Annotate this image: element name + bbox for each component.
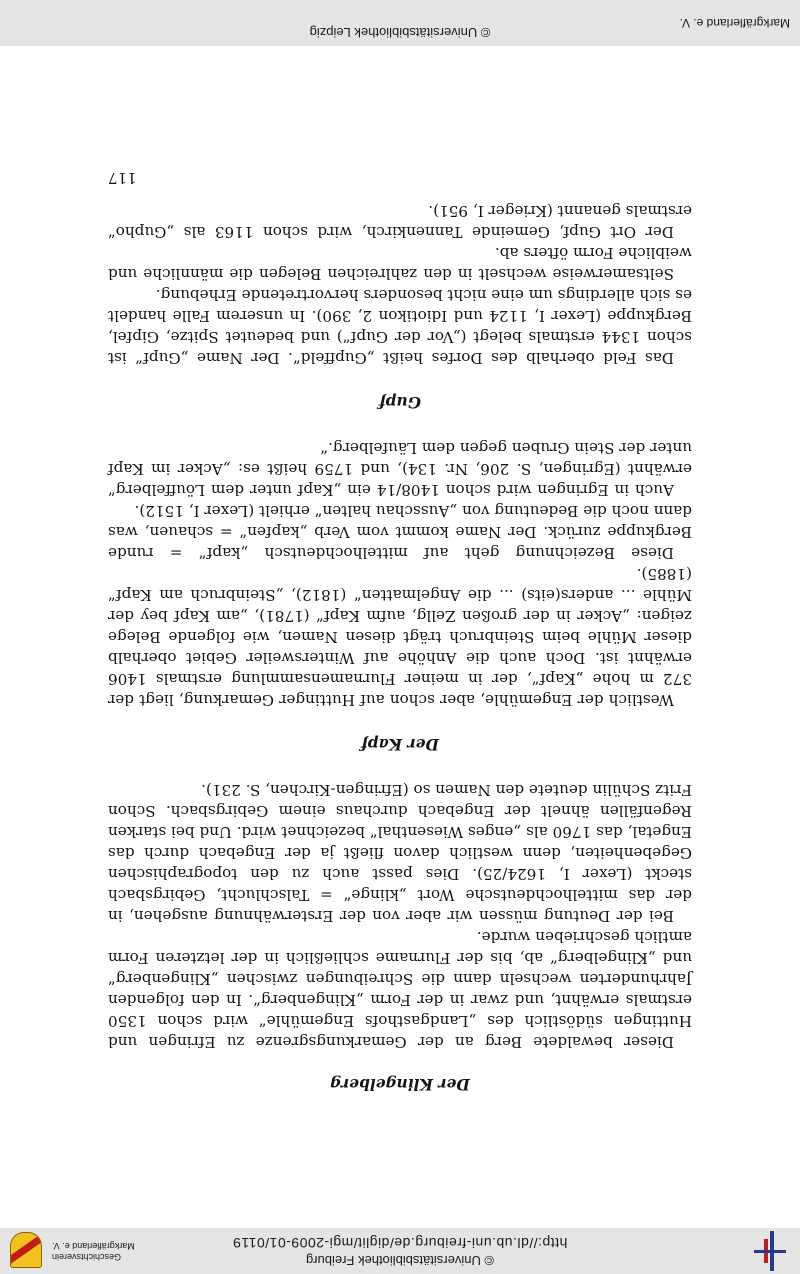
paragraph: Dieser bewaldete Berg an der Gemarkungsgrenze zu Efringen und Huttingen südöstlich des „Landgasthofs Engemühle“ wird schon 1350 erstmals erwähnt, und zwar in der Form „Klingenberg“. In den folgenden Jahrhunderten wechseln dann die Schreibungen zwischen „Klingenberg“ und „Klingelberg“ ab, bis der Flurname schließlich in der letzteren Form amtlich geschrieben wurde. [108,928,692,1051]
coat-of-arms-icon [10,1232,44,1270]
footer-copyright: © Universitätsbibliothek Leipzig [309,25,491,40]
library-logo-icon [750,1231,790,1271]
paragraph: Westlich der Engemühle, aber schon auf Huttinger Gemarkung, liegt der 372 m hohe „Kapf“, der in meiner Flurnamensammlung erstmals 1406 erwähnt ist. Doch auch die Anhöhe auf Wintersweiler Gebiet oberhalb dieser Mühle beim Steinbruch trägt diesen Namen, wie folgende Belege zeigen: „Acker in der großen Zellg, aufm Kapf“ (1781), „am Kapf bey der Mühle ... anders(eits) ... die Angelmatten“ (1812), „Steinbruch am Kapf“ (1885). [108,565,692,709]
paragraph: Diese Bezeichnung geht auf mittelhochdeutsch „kapf“ = runde Bergkuppe zurück. Der Name kommt vom Verb „kapfen“ = schauen, was dann noch die Bedeutung von „Ausschau halten“ erhielt (Lexer I, 1512). [108,502,692,562]
footer-center [200,0,600,46]
society-name-line-2: Markgräflerland e. V. [52,1241,135,1251]
scanned-page [0,46,800,1228]
permalink-url[interactable]: http://dl.ub.uni-freiburg.de/diglit/mgi-2009-01/0119 [232,1235,568,1251]
section-title-klingelberg: Der Klingelberg [330,1075,470,1094]
paragraph: Bei der Deutung müssen wir aber von der Ersterwähnung ausgehen, in der das mittelhochdeutsche Wort „klinge“ = Talschlucht, Gebirgsbach steckt (Lexer I, 1624/25). Dies passt auch zu den topographischen Gegebenheiten, denn westlich davon fließt ja der Engebach durch das Engetal, das 1760 als „enges Wiesenthal“ bezeichnet wird. Und bei starken Regenfällen ähnelt der Engebach durchaus einem Gebirgsbach. Schon Fritz Schülin deutete den Namen so (Efringen-Kirchen, S. 231). [108,781,692,925]
header-center [200,1228,600,1274]
footer-left [680,0,790,46]
page-text [108,200,692,1228]
viewer-footer [0,0,800,46]
viewer-header [0,1228,800,1274]
library-branding [750,1228,790,1274]
section-title-gupf: Gupf [379,393,422,412]
paragraph: Der Ort Gupf, Gemeinde Tannenkirch, wird schon 1163 als „Gupho“ erstmals genannt (Krieger I, 951). [108,202,692,241]
section-title-kapf: Der Kapf [361,735,439,754]
page-number: 117 [108,169,137,187]
paragraph: Das Feld oberhalb des Dorfes heißt „Gupffeld“. Der Name „Gupf“ ist schon 1344 erstmals belegt („Vor der Gupf“) und bedeutet Spitze, Gipfel, Bergkuppe (Lexer I, 1124 und Idiotikon 2, 390). In unserem Falle handelt es sich allerdings um eine nicht besonders hervortretende Erhebung. [108,286,692,367]
paragraph: Auch in Egringen wird schon 1408/14 ein „Kapf unter dem Löuffelberg“ erwähnt (Egringen, S. 206, Nr. 134), und 1759 heißt es: „Acker im Kapf unter der Stein Gruben gegen dem Läufelberg.“ [108,439,692,499]
footer-society-text: Markgräflerland e. V. [679,16,790,30]
society-branding [10,1228,135,1274]
copyright-line: © Universitätsbibliothek Freiburg [305,1253,495,1268]
paragraph: Seltsamerweise wechselt in den zahlreichen Belegen die männliche und weibliche Form öfters ab. [108,244,692,283]
society-name [52,1240,135,1262]
society-name-line-1: Geschichtsverein [52,1252,122,1262]
